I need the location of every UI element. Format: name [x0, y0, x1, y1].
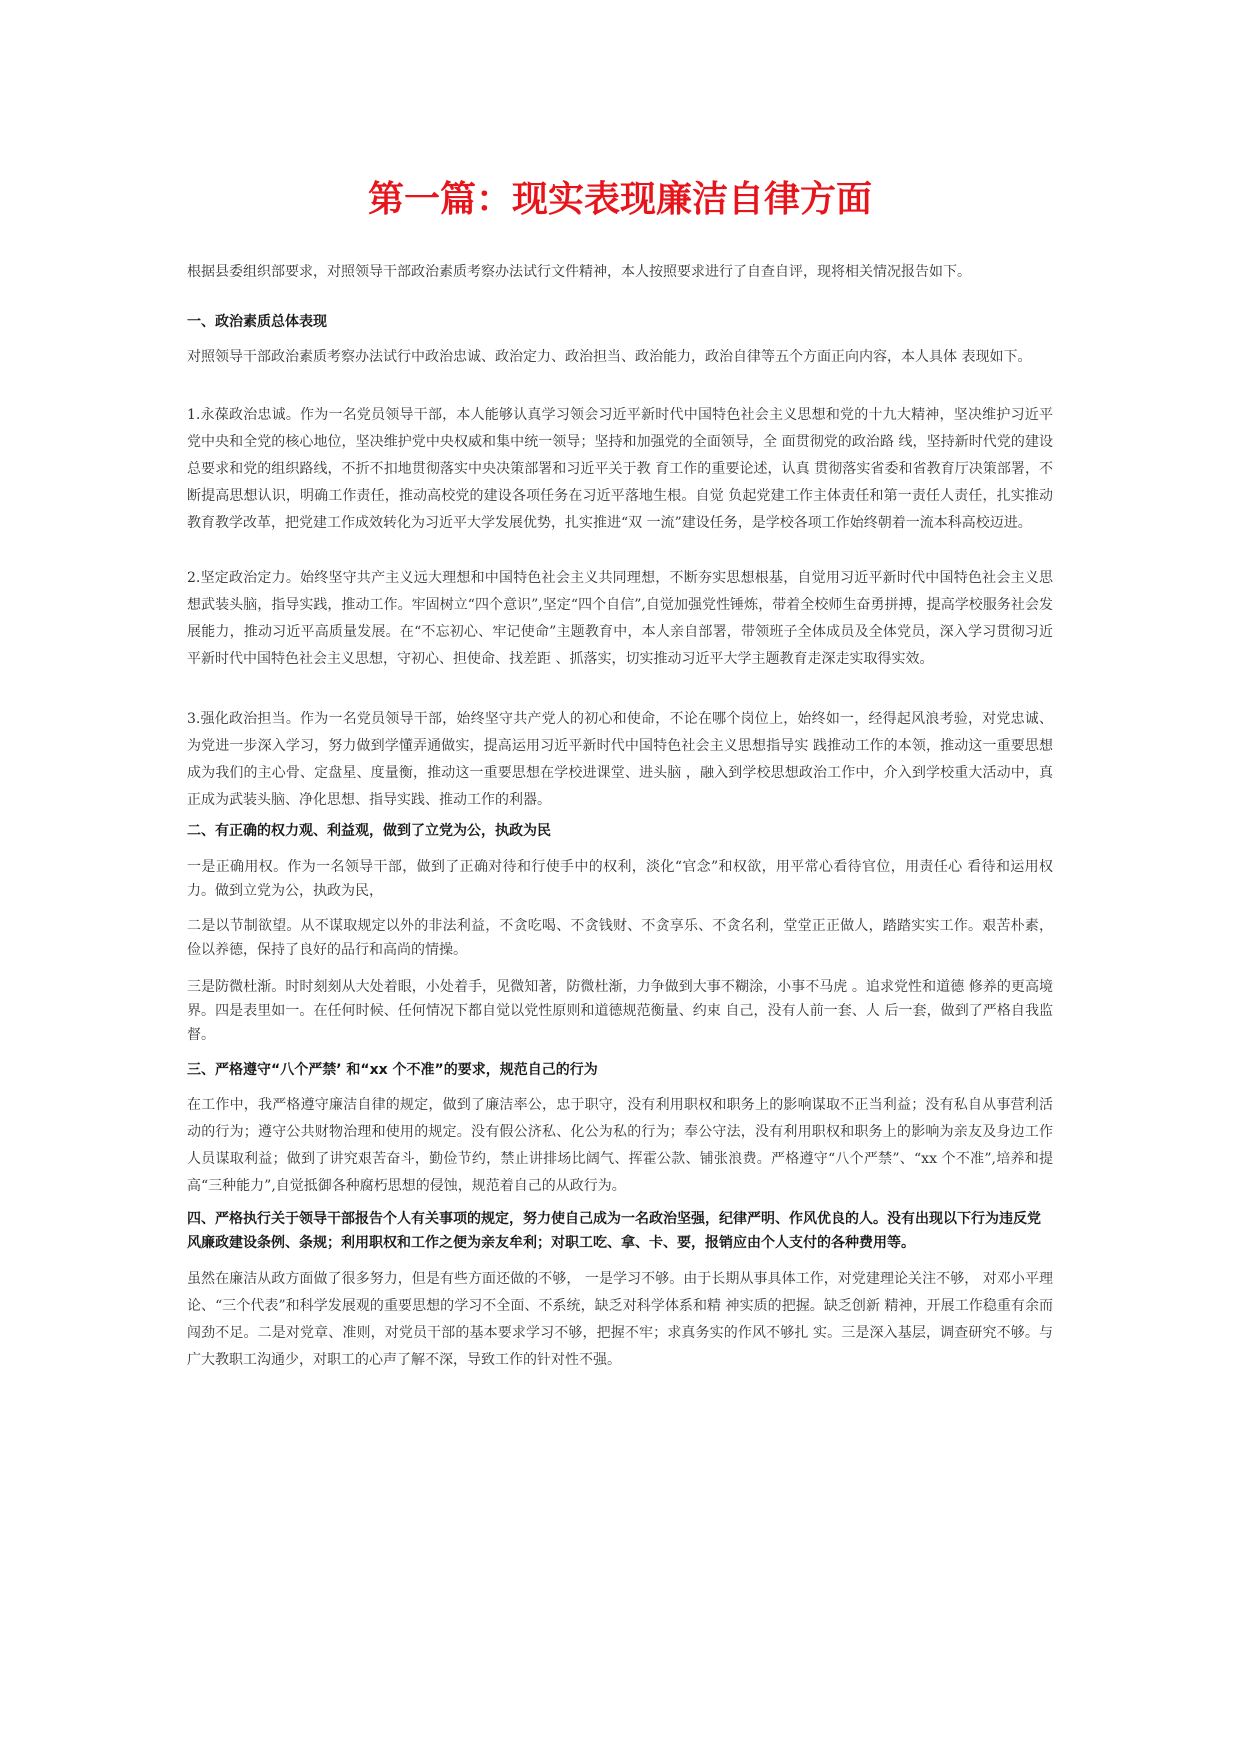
section3-para1: 在工作中，我严格遵守廉洁自律的规定，做到了廉洁率公，忠于职守，没有利用职权和职务上的影响谋取不正当利益；没有私自从事营利活动的行为；遵守公共财物治理和使用的规定。没有假公济私、化公为私的行为；奉公守法，没有利用职权和职务上的影响为亲友及身边工作人员谋取利益；做到了讲究艰苦奋斗，勤俭节约，禁止讲排场比阔气、挥霍公款、铺张浪费。严格遵守“八个严禁”、“xx 个不准”,培养和提高“三种能力”,自觉抵御各种腐朽思想的侵蚀，规范着自己的从政行为。	[187, 1097, 1053, 1194]
section3-heading: 三、严格遵守“八个严禁’ 和“xx 个不准”的要求，规范自己的行为	[187, 1062, 598, 1078]
intro-paragraph: 根据县委组织部要求，对照领导干部政治素质考察办法试行文件精神，本人按照要求进行了自查自评，现将相关情况报告如下。	[187, 264, 971, 280]
section1-item2-paragraph: 2.坚定政治定力。始终坚守共产主义远大理想和中国特色社会主义共同理想，不断夯实思想根基，自觉用习近平新时代中国特色社会主义思想武装头脑，指导实践，推动工作。牢固树立“四个意识”,坚定“四个自信”,自觉加强党性锤炼，带着全校师生奋勇拼搏，提高学校服务社会发展能力，推动习近平高质量发展。在“不忘初心、牢记使命”主题教育中，本人亲自部署，带领班子全体成员及全体党员，深入学习贯彻习近平新时代中国特色社会主义思想，守初心、担使命、找差距 、抓落实，切实推动习近平大学主题教育走深走实取得实效。	[187, 570, 1053, 667]
section2-para2: 二是以节制欲望。从不谋取规定以外的非法利益，不贪吃喝、不贪钱财、不贪享乐、不贪名利，堂堂正正做人，踏踏实实工作。艰苦朴素，俭以养德，保持了良好的品行和高尚的情操。	[187, 918, 1053, 958]
section1-item3-paragraph: 3.强化政治担当。作为一名党员领导干部，始终坚守共产党人的初心和使命，不论在哪个岗位上，始终如一，经得起风浪考验，对党忠诚、为党进一步深入学习，努力做到学懂弄通做实，提高运用习近平新时代中国特色社会主义思想指导实 践推动工作的本领，推动这一重要思想成为我们的主心骨、定盘星、度量衡，推动这一重要思想在学校进课堂、进头脑 ，融入到学校思想政治工作中，介入到学校重大活动中，真正成为武装头脑、净化思想、指导实践、推动工作的利器。	[187, 711, 1053, 808]
section1-lead-paragraph: 对照领导干部政治素质考察办法试行中政治忠诚、政治定力、政治担当、政治能力，政治自律等五个方面正向内容，本人具体 表现如下。	[187, 349, 1032, 365]
section2-para3: 三是防微杜渐。时时刻刻从大处着眼，小处着手，见微知著，防微杜渐，力争做到大事不糊涂，小事不马虎 。追求党性和道德 修养的更高境界。四是表里如一。在任何时候、任何情况下都自觉以党性原则和道德规范衡量、约束 自己，没有人前一套、人 后一套，做到了严格自我监督。	[187, 979, 1053, 1043]
section2-para1: 一是正确用权。作为一名领导干部，做到了正确对待和行使手中的权利，淡化“官念”和权欲，用平常心看待官位，用责任心 看待和运用权力。做到立党为公，执政为民，	[187, 859, 1053, 899]
section1-heading: 一、政治素质总体表现	[187, 314, 327, 330]
section2-heading: 二、有正确的权力观、利益观，做到了立党为公，执政为民	[187, 823, 551, 839]
document-title: 第一篇：现实表现廉洁自律方面	[367, 179, 872, 220]
section4-heading: 四、严格执行关于领导干部报告个人有关事项的规定，努力使自己成为一名政治坚强，纪律严明、作风优良的人。没有出现以下行为违反党风廉政建设条例、条规；利用职权和工作之便为亲友牟利；对职工吃、拿、卡、要，报销应由个人支付的各种费用等。	[187, 1211, 1041, 1251]
section1-item1-paragraph: 1.永葆政治忠诚。作为一名党员领导干部，本人能够认真学习领会习近平新时代中国特色社会主义思想和党的十九大精神，坚决维护习近平党中央和全党的核心地位，坚决维护党中央权威和集中统一领导；坚持和加强党的全面领导，全 面贯彻党的政治路 线，坚持新时代党的建设总要求和党的组织路线，不折不扣地贯彻落实中央决策部署和习近平关于教 育工作的重要论述，认真 贯彻落实省委和省教育厅决策部署，不断提高思想认识，明确工作责任，推动高校党的建设各项任务在习近平落地生根。自觉 负起党建工作主体责任和第一责任人责任，扎实推动教育教学改革，把党建工作成效转化为习近平大学发展优势，扎实推进“双 一流”建设任务，是学校各项工作始终朝着一流本科高校迈进。	[187, 407, 1053, 531]
section4-para1: 虽然在廉洁从政方面做了很多努力，但是有些方面还做的不够， 一是学习不够。由于长期从事具体工作，对党建理论关注不够， 对邓小平理论、“三个代表”和科学发展观的重要思想的学习不全面、不系统，缺乏对科学体系和精 神实质的把握。缺乏创新 精神，开展工作稳重有余而闯劲不足。二是对党章、准则，对党员干部的基本要求学习不够，把握不牢；求真务实的作风不够扎 实。三是深入基层，调查研究不够。与广大教职工沟通少，对职工的心声了解不深，导致工作的针对性不强。	[187, 1271, 1053, 1368]
